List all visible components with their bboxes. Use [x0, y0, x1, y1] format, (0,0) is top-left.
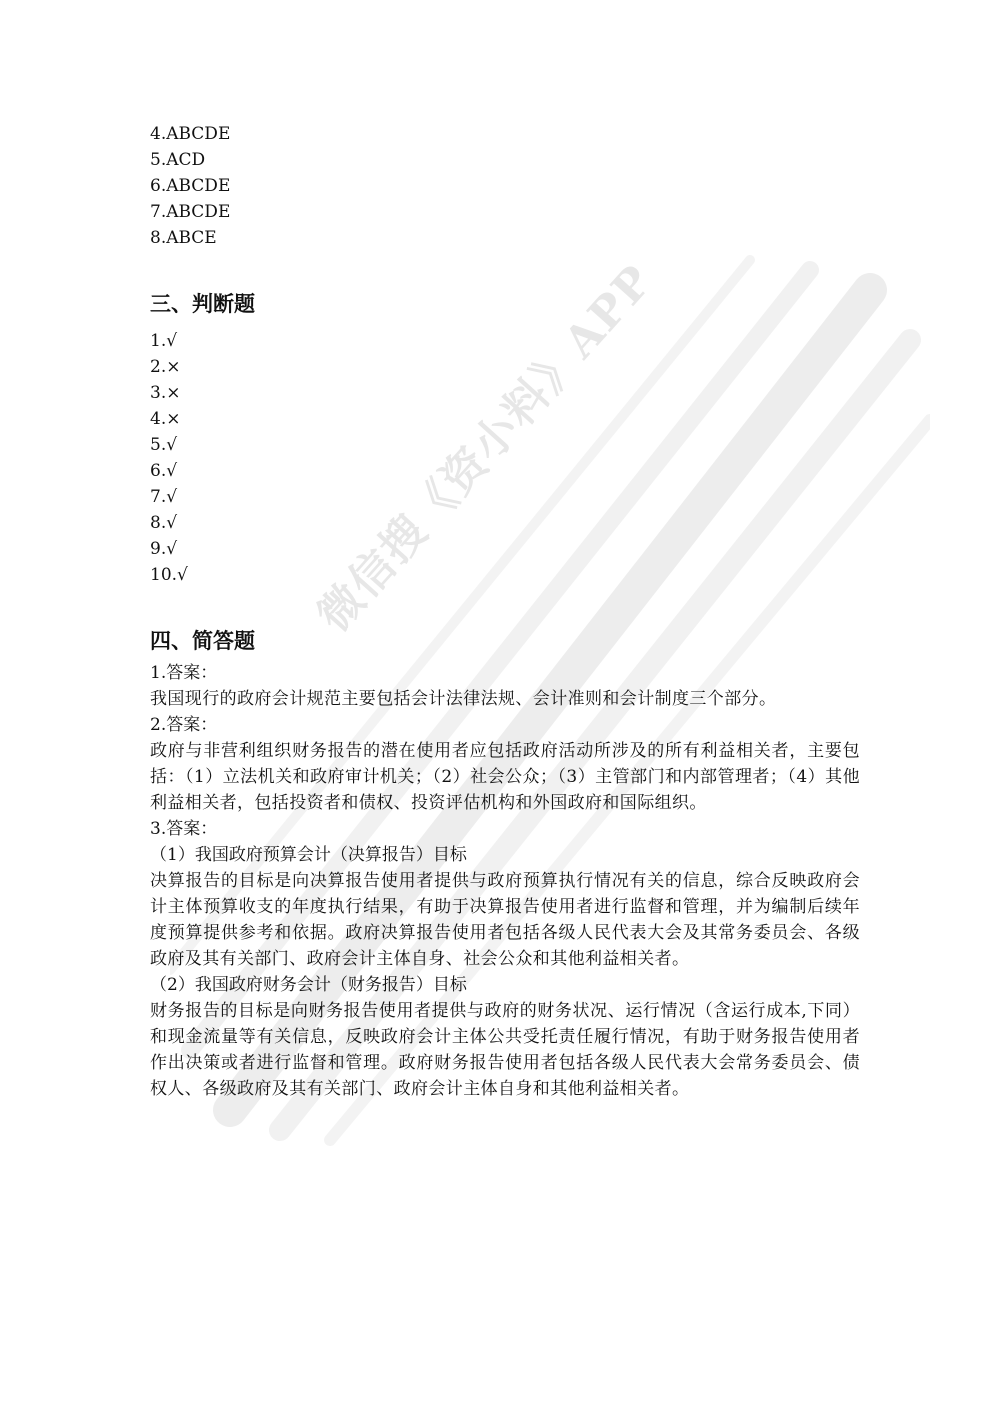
answer-text: 决算报告的目标是向决算报告使用者提供与政府预算执行情况有关的信息，综合反映政府会计主体预算收支的年度执行结果，有助于决算报告使用者进行监督和管理，并为编制后续年度预算提供参考和依据。政府决算报告使用者包括各级人民代表大会及其常务委员会、各级政府及其有关部门、政府会计主体自身、社会公众和其他利益相关者。 — [150, 871, 860, 969]
section-heading-short-answer: 四、简答题 — [150, 629, 255, 653]
list-item: 5.√ — [150, 435, 178, 455]
answer-text: 政府与非营利组织财务报告的潜在使用者应包括政府活动所涉及的所有利益相关者，主要包括：（1）立法机关和政府审计机关；（2）社会公众；（3）主管部门和内部管理者；（4）其他利益相关者，包括投资者和债权、投资评估机构和外国政府和国际组织。 — [150, 741, 860, 813]
list-item: 6.√ — [150, 461, 178, 481]
list-item: 8.√ — [150, 513, 178, 533]
section-heading-true-false: 三、判断题 — [150, 292, 255, 316]
list-item: 2.× — [150, 357, 181, 377]
list-item: 7.√ — [150, 487, 178, 507]
list-item: 8.ABCE — [150, 228, 217, 248]
answer-text: 我国现行的政府会计规范主要包括会计法律法规、会计准则和会计制度三个部分。 — [150, 689, 777, 709]
list-item: 10.√ — [150, 565, 188, 585]
list-item: 7.ABCDE — [150, 202, 231, 222]
multi-choice-answer-list — [150, 121, 860, 251]
answer-label: 1.答案： — [150, 663, 218, 683]
list-item: 4.× — [150, 409, 181, 429]
answer-label: 2.答案： — [150, 715, 218, 735]
true-false-answer-list — [150, 328, 860, 588]
list-item: 5.ACD — [150, 150, 206, 170]
list-item: 1.√ — [150, 331, 178, 351]
answer-subheading: （2）我国政府财务会计（财务报告）目标 — [150, 975, 467, 995]
list-item: 3.× — [150, 383, 181, 403]
answer-text: 财务报告的目标是向财务报告使用者提供与政府的财务状况、运行情况（含运行成本,下同）和现金流量等有关信息，反映政府会计主体公共受托责任履行情况，有助于财务报告使用者作出决策或者进行监督和管理。政府财务报告使用者包括各级人民代表大会常务委员会、债权人、各级政府及其有关部门、政府会计主体自身和其他利益相关者。 — [150, 1001, 860, 1099]
watermark-text: 微信搜《资小料》APP — [308, 254, 664, 642]
list-item: 4.ABCDE — [150, 124, 231, 144]
answer-subheading: （1）我国政府预算会计（决算报告）目标 — [150, 845, 467, 865]
document-body — [150, 121, 860, 1102]
list-item: 6.ABCDE — [150, 176, 231, 196]
answer-label: 3.答案： — [150, 819, 218, 839]
list-item: 9.√ — [150, 539, 178, 559]
